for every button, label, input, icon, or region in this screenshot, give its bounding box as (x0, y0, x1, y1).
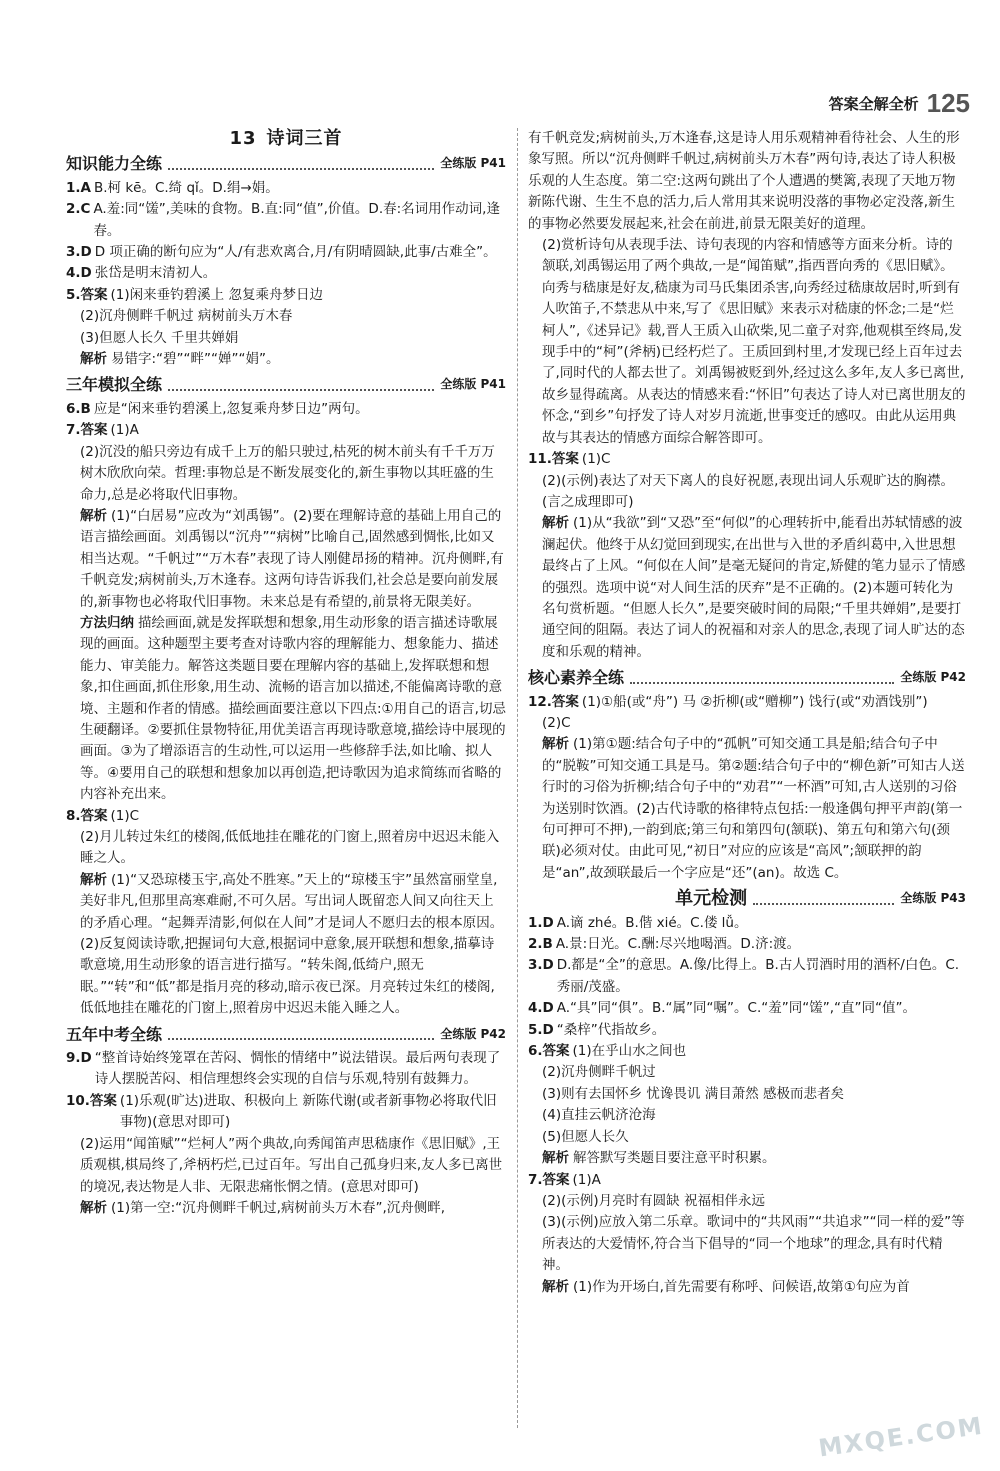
answer-line: (2)C (542, 714, 571, 731)
answer-key: 7.答案 (66, 422, 108, 439)
answer-item (66, 242, 506, 263)
answer-key: 10.答案 (66, 1092, 117, 1109)
answer-key: 1.A (66, 179, 91, 196)
section-ref: 全练版 P41 (440, 156, 506, 171)
analysis-label: 解析 (542, 736, 569, 753)
analysis (66, 506, 506, 613)
answer-text: A.羞:同“馐”,美味的食物。B.直:同“值”,价值。D.春:名词用作动词,逢春。 (93, 201, 500, 239)
answer-key: 3.D (528, 957, 554, 974)
analysis-label: 解析 (542, 515, 569, 532)
answer-key: 3.D (66, 244, 92, 261)
answer-line: (3)(示例)应放入第二乐章。歌词中的“共风雨”“共追求”“同一样的爱”等所表达的大爱情怀,符合当下倡导的“同一个地球”的理念,具有时代精神。 (542, 1214, 965, 1274)
answer-text: (1)闲来垂钓碧溪上 忽复乘舟梦日边 (110, 286, 323, 303)
dotted-rule (753, 903, 894, 905)
analysis-label: 解析 (80, 507, 107, 524)
analysis-label: 解析 (542, 1278, 569, 1295)
analysis (66, 870, 506, 934)
continued-text: (2)赏析诗句从表现手法、诗句表现的内容和情感等方面来分析。诗的颔联,刘禹锡运用了两个典故,一是“闻笛赋”,指西晋向秀的《思旧赋》。向秀与嵇康是好友,嵇康为司马氏集团杀害,向秀经过嵇康故居时,听到有人吹笛子,不禁悲从中来,写了《思旧赋》来表示对嵇康的怀念;二是“烂柯人”,《述异记》载,晋人王质入山砍柴,见二童子对弈,他观棋至终局,发现手中的“柯”(斧柄)已经朽烂了。王质回到村里,才发现已经上百年过去了,同时代的人都去世了。刘禹锡被贬到外,经过这么多年,友人多已离世,故乡显得疏离。从表达的情感来看:“怀旧”句表达了诗人对已离世朋友的怀念,“到乡”句抒发了诗人对岁月流逝,世事变迁的感叹。由此从运用典故与其表达的情感方面综合解答即可。 (542, 237, 966, 446)
analysis-label: 解析 (80, 1199, 107, 1216)
section-ref: 全练版 P42 (900, 670, 966, 685)
answer-text: “整首诗始终笼罩在苦闷、惆怅的情绪中”说法错误。最后两句表现了诗人摆脱苦闷、相信理想终会实现的自信与乐观,特别有鼓舞力。 (94, 1050, 501, 1088)
section-header (66, 1024, 506, 1045)
answer-key: 6.答案 (528, 1043, 570, 1060)
section-name: 知识能力全练 (66, 154, 163, 174)
section-header (66, 153, 506, 174)
answer-key: 12.答案 (528, 693, 579, 710)
answer-text: A.谪 zhé。B.偕 xié。C.偻 lǚ。 (556, 914, 748, 931)
answer-key: 5.答案 (66, 286, 108, 303)
dotted-rule (168, 389, 434, 391)
answer-item (66, 285, 506, 306)
dotted-rule (168, 168, 434, 170)
analysis (528, 513, 966, 663)
section-header (66, 374, 506, 395)
answer-line: (2)运用“闻笛赋”“烂柯人”两个典故,向秀闻笛声思嵇康作《思旧赋》,王质观棋,棋局终了,斧柄朽烂,已过百年。写出自己孤身归来,友人多已离世的境况,表达物是人非、无限悲痛怅惘之情。(意思对即可) (80, 1135, 503, 1195)
answer-line: (3)则有去国怀乡 忧谗畏讥 满目萧然 感极而悲者矣 (542, 1085, 844, 1102)
answer-item (66, 399, 506, 420)
answer-item (528, 692, 966, 713)
analysis (528, 1148, 966, 1169)
section-name: 三年模拟全练 (66, 375, 163, 395)
dotted-rule (630, 682, 894, 684)
answer-key: 4.D (528, 1000, 554, 1017)
answer-item (528, 955, 966, 998)
answer-text: (1)C (581, 451, 611, 468)
answer-text: “桑梓”代指故乡。 (556, 1021, 666, 1038)
header-label: 答案全解全析 (828, 95, 919, 113)
answer-key: 6.B (66, 400, 91, 417)
method-summary (66, 613, 506, 806)
analysis (66, 349, 506, 370)
answer-item (528, 1020, 966, 1041)
lesson-number: 13 (229, 128, 257, 149)
section-header (528, 888, 966, 909)
answer-text: D.都是“全”的意思。A.像/比得上。B.古人罚酒时用的酒杯/白色。C.秀丽/茂盛。 (556, 957, 960, 995)
answer-text: A.景:日光。C.酬:尽兴地喝酒。D.济:渡。 (555, 936, 801, 953)
answer-item (66, 263, 506, 284)
answer-text: B.柯 kē。C.绮 qǐ。D.绢→娟。 (93, 179, 279, 196)
answer-text: (1)乐观(旷达)进取、积极向上 新陈代谢(或者新事物必将取代旧事物)(意思对即可) (119, 1092, 497, 1131)
answer-key: 7.答案 (528, 1171, 570, 1188)
answer-line: (3)但愿人长久 千里共婵娟 (80, 329, 239, 346)
analysis-text: (1)“白居易”应改为“刘禹锡”。(2)要在理解诗意的基础上用自己的语言描绘画面。刘禹锡以“沉舟”“病树”比喻自己,固然感到惆怅,比如又相当达观。“千帆过”“万木春”表现了诗人刚健昂扬的精神。沉舟侧畔,有千帆竞发;病树前头,万木逢春。这两句诗告诉我们,社会总是要向前发展的,新事物也必将取代旧事物。未来总是有希望的,前景将无限美好。 (80, 507, 504, 610)
analysis-text: (1)从“我欲”到“又恐”至“何似”的心理转折中,能看出苏轼情感的波澜起伏。他终于从幻觉回到现实,在出世与入世的矛盾纠葛中,入世思想最终占了上风。“何似在人间”是毫无疑问的肯定,矫健的笔力显示了情感的强烈。选项中说“对人间生活的厌弃”是不正确的。(2)本题可转化为名句赏析题。“但愿人长久”,是要突破时间的局限;“千里共婵娟”,是要打通空间的阻隔。表达了词人的祝福和对亲人的思念,表现了词人旷达的态度和乐观的精神。 (542, 515, 966, 660)
answer-key: 11.答案 (528, 451, 579, 468)
section-ref: 全练版 P43 (900, 891, 966, 906)
answer-line: (2)反复阅读诗歌,把握词句大意,根据词中意象,展开联想和想象,描摹诗歌意境,用生动形象的语言进行描写。“转朱阁,低绮户,照无眠。”“转”和“低”都是指月亮的移动,暗示夜已深。月亮转过朱红的楼阁,低低地挂在雕花的门窗上,照着房中迟迟未能入睡之人。 (80, 936, 495, 1017)
answer-line: (2)沉舟侧畔千帆过 病树前头万木春 (80, 308, 293, 325)
analysis (66, 1198, 506, 1219)
answer-line: (2)月儿转过朱红的楼阁,低低地挂在雕花的门窗上,照着房中迟迟未能入睡之人。 (80, 829, 500, 867)
section-name: 核心素养全练 (528, 668, 625, 688)
site-watermark: MXQE.COM (816, 1411, 986, 1463)
answer-text: 张岱是明末清初人。 (94, 265, 217, 282)
section-header (528, 667, 966, 688)
section-name: 单元检测 (675, 888, 748, 910)
analysis-label: 解析 (542, 1150, 569, 1167)
analysis-text: (1)作为开场白,首先需要有称呼、问候语,故第①句应为首 (573, 1278, 910, 1295)
answer-key: 1.D (528, 914, 554, 931)
analysis-text: 解答默写类题目要注意平时积累。 (573, 1150, 776, 1167)
analysis-text: (1)“又恐琼楼玉宇,高处不胜寒。”天上的“琼楼玉宇”虽然富丽堂皇,美好非凡,但那里高寒难耐,不可久居。写出词人既留恋人间又向往天上的矛盾心理。“起舞弄清影,何似在人间”才是词人不愿归去的根本原因。 (80, 871, 504, 931)
analysis (528, 734, 966, 884)
section-name: 五年中考全练 (66, 1024, 163, 1044)
right-column (528, 128, 966, 1298)
analysis-text: (1)第①题:结合句子中的“孤帆”可知交通工具是船;结合句子中的“脱鞍”可知交通工具是马。第②题:结合句子中的“柳色新”可知古人送行时的习俗为折柳;结合句子中的“劝君”“一杯酒”可知,古人送别的习俗为送别时饮酒。(2)古代诗歌的格律特点包括:一般逢偶句押平声韵(第一句可押可不押),一韵到底;第三句和第四句(颔联)、第五句和第六句(颈联)必须对仗。由此可见,“初日”对应的应该是“高风”;颔联押的韵是“an”,故颈联最后一个字应是“还”(an)。故选 C。 (542, 736, 965, 881)
dotted-rule (168, 1038, 434, 1040)
answer-item (66, 178, 506, 199)
answer-item (528, 913, 966, 934)
answer-item (528, 998, 966, 1019)
page-header (829, 88, 970, 119)
answer-key: 4.D (66, 265, 92, 282)
answer-text: (1)C (110, 807, 140, 824)
answer-key: 8.答案 (66, 807, 108, 824)
method-label: 方法归纳 (80, 614, 134, 631)
answer-key: 5.D (528, 1021, 554, 1038)
analysis-label: 解析 (80, 351, 107, 368)
analysis-text: (1)第一空:“沉舟侧畔千帆过,病树前头万木春”,沉舟侧畔, (111, 1199, 446, 1216)
continued-text: 有千帆竞发;病树前头,万木逢春,这是诗人用乐观精神看待社会、人生的形象写照。所以“沉舟侧畔千帆过,病树前头万木春”两句诗,表达了诗人积极乐观的人生态度。第二空:这两句跳出了个人遭遇的樊篱,表现了天地万物新陈代谢、生生不息的活力,后人常用其来说明没落的事物必定没落,新生的事物必然要发展起来,社会在前进,前景无限美好的道理。 (528, 130, 960, 232)
answer-text: (1)A (572, 1171, 601, 1188)
answer-line: (2)(示例)月亮时有圆缺 祝福相伴永远 (542, 1192, 765, 1209)
section-ref: 全练版 P41 (440, 377, 506, 392)
left-column (66, 128, 506, 1219)
answer-item (66, 806, 506, 827)
answer-text: A.“具”同“俱”。B.“属”同“嘱”。C.“羞”同“馐”,“直”同“值”。 (556, 1000, 916, 1017)
answer-line: (2)沉没的船只旁边有成千上万的船只驶过,枯死的树木前头有千千万万树木欣欣向荣。哲理:事物总是不断发展变化的,新生事物以其旺盛的生命力,总是必将取代旧事物。 (80, 443, 495, 503)
answer-text: (1)在乎山水之间也 (572, 1043, 687, 1060)
answer-item (66, 420, 506, 441)
analysis-label: 解析 (80, 871, 107, 888)
answer-line: (5)但愿人长久 (542, 1128, 629, 1145)
answer-line: (2)(示例)表达了对天下离人的良好祝愿,表现出词人乐观旷达的胸襟。(言之成理即可) (542, 472, 954, 510)
answer-text: (1)A (110, 422, 139, 439)
answer-item (66, 199, 506, 242)
page-number: 125 (926, 88, 970, 118)
answer-text: (1)①船(或“舟”) 马 ②折柳(或“赠柳”) 饯行(或“劝酒饯别”) (581, 693, 928, 710)
analysis (528, 1277, 966, 1298)
lesson-name: 诗词三首 (266, 128, 343, 149)
column-divider (517, 128, 518, 1428)
method-text: 描绘画面,就是发挥联想和想象,用生动形象的语言描述诗歌展现的画面。这种题型主要考查对诗歌内容的理解能力、想象能力、描述能力、审美能力。解答这类题目要在理解内容的基础上,发挥联想和想象,扣住画面,抓住形象,用生动、流畅的语言加以描述,不能偏离诗歌的意境、主题和作者的情感。描绘画面要注意以下四点:①用自己的语言,切忌生硬翻译。②要抓住景物特征,用优美语言再现诗歌意境,描绘诗中展现的画面。③为了增添语言的生动性,可以运用一些修辞手法,如比喻、拟人等。④要用自己的联想和想象加以再创造,把诗歌因为追求简练而省略的内容补充出来。 (80, 614, 506, 803)
section-ref: 全练版 P42 (440, 1026, 506, 1041)
answer-key: 9.D (66, 1050, 92, 1067)
answer-line: (4)直挂云帆济沧海 (542, 1107, 656, 1124)
analysis-text: 易错字:“碧”“畔”“婵”“娟”。 (111, 351, 280, 368)
answer-text: D 项正确的断句应为“人/有悲欢离合,月/有阴晴圆缺,此事/古难全”。 (94, 244, 497, 261)
answer-item (66, 1048, 506, 1091)
answer-item (528, 1041, 966, 1062)
answer-item (528, 1170, 966, 1191)
answer-key: 2.B (528, 936, 553, 953)
answer-line: (2)沉舟侧畔千帆过 (542, 1064, 656, 1081)
lesson-title (66, 128, 506, 149)
answer-text: 应是“闲来垂钓碧溪上,忽复乘舟梦日边”两句。 (93, 400, 369, 417)
answer-item (66, 1091, 506, 1134)
answer-item (528, 449, 966, 470)
answer-key: 2.C (66, 201, 91, 218)
answer-item (528, 934, 966, 955)
